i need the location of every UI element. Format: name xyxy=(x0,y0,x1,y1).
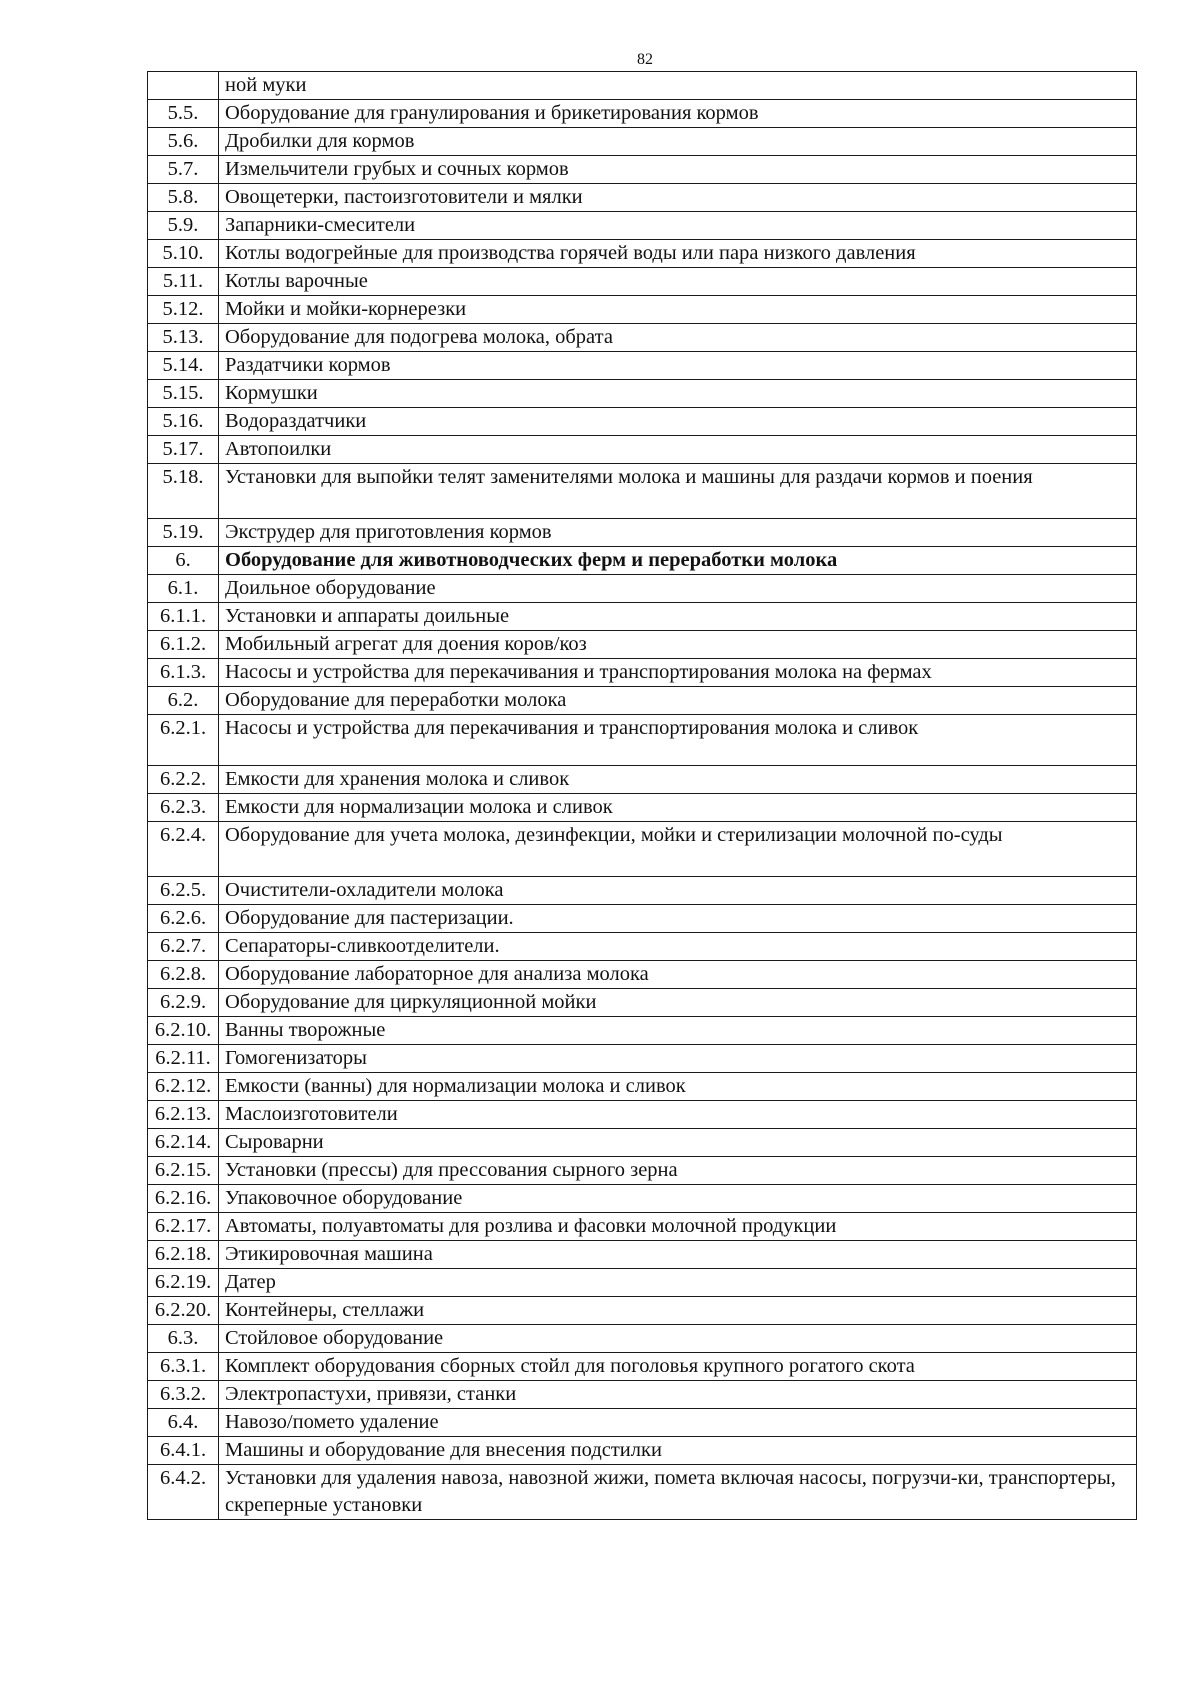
row-number: 5.10. xyxy=(148,240,219,268)
row-text: Установки (прессы) для прессования сырного зерна xyxy=(219,1157,1137,1185)
row-number: 6.2.18. xyxy=(148,1241,219,1269)
row-text: Оборудование для учета молока, дезинфекции, мойки и стерилизации молочной по-суды xyxy=(219,822,1137,877)
table-row xyxy=(148,933,1137,961)
table-row xyxy=(148,603,1137,631)
table-row xyxy=(148,1241,1137,1269)
table-row xyxy=(148,1325,1137,1353)
row-text: Емкости для хранения молока и сливок xyxy=(219,766,1137,794)
table-row xyxy=(148,961,1137,989)
table-row xyxy=(148,989,1137,1017)
row-text: Емкости (ванны) для нормализации молока и сливок xyxy=(219,1073,1137,1101)
row-text: Установки для выпойки телят заменителями молока и машины для раздачи кормов и поения xyxy=(219,464,1137,519)
row-number: 6.2.7. xyxy=(148,933,219,961)
row-number: 6.2.19. xyxy=(148,1269,219,1297)
row-number: 5.16. xyxy=(148,408,219,436)
row-number: 6.2.6. xyxy=(148,905,219,933)
table-row xyxy=(148,766,1137,794)
row-number: 6.2.3. xyxy=(148,794,219,822)
row-number: 6.3. xyxy=(148,1325,219,1353)
row-number: 5.5. xyxy=(148,100,219,128)
row-number: 6.4.2. xyxy=(148,1465,219,1520)
row-text: Маслоизготовители xyxy=(219,1101,1137,1129)
row-text: Емкости для нормализации молока и сливок xyxy=(219,794,1137,822)
row-number: 6.2.15. xyxy=(148,1157,219,1185)
table-row xyxy=(148,464,1137,519)
row-number: 6.2.20. xyxy=(148,1297,219,1325)
row-text: Экструдер для приготовления кормов xyxy=(219,519,1137,547)
row-text: Кормушки xyxy=(219,380,1137,408)
table-row xyxy=(148,1101,1137,1129)
table-row xyxy=(148,1437,1137,1465)
row-text: Водораздатчики xyxy=(219,408,1137,436)
table-row xyxy=(148,715,1137,766)
row-number: 6.2.4. xyxy=(148,822,219,877)
table-row xyxy=(148,324,1137,352)
row-number xyxy=(148,72,219,100)
table-row xyxy=(148,100,1137,128)
row-text: Оборудование для подогрева молока, обрата xyxy=(219,324,1137,352)
table-row xyxy=(148,72,1137,100)
row-text: Мойки и мойки-корнерезки xyxy=(219,296,1137,324)
row-text: Стойловое оборудование xyxy=(219,1325,1137,1353)
row-number: 6.4. xyxy=(148,1409,219,1437)
row-text: Машины и оборудование для внесения подстилки xyxy=(219,1437,1137,1465)
row-text: Датер xyxy=(219,1269,1137,1297)
table-row xyxy=(148,905,1137,933)
row-text: Насосы и устройства для перекачивания и транспортирования молока и сливок xyxy=(219,715,1137,766)
row-number: 5.6. xyxy=(148,128,219,156)
row-number: 6.1.1. xyxy=(148,603,219,631)
table-row xyxy=(148,296,1137,324)
page-number: 82 xyxy=(637,51,653,68)
equipment-table xyxy=(147,71,1137,1520)
row-number: 6.2.17. xyxy=(148,1213,219,1241)
row-number: 6. xyxy=(148,547,219,575)
row-number: 5.14. xyxy=(148,352,219,380)
row-number: 6.2.8. xyxy=(148,961,219,989)
table-row xyxy=(148,822,1137,877)
row-text: Электропастухи, привязи, станки xyxy=(219,1381,1137,1409)
row-text: Оборудование для животноводческих ферм и переработки молока xyxy=(219,547,1137,575)
row-text: Этикировочная машина xyxy=(219,1241,1137,1269)
row-number: 6.2.9. xyxy=(148,989,219,1017)
table-row xyxy=(148,659,1137,687)
row-text: Оборудование для переработки молока xyxy=(219,687,1137,715)
table-row xyxy=(148,519,1137,547)
row-text: Очистители-охладители молока xyxy=(219,877,1137,905)
table-row xyxy=(148,352,1137,380)
table-row xyxy=(148,1297,1137,1325)
row-number: 5.7. xyxy=(148,156,219,184)
row-number: 6.2.14. xyxy=(148,1129,219,1157)
row-number: 6.2.12. xyxy=(148,1073,219,1101)
row-text: Автоматы, полуавтоматы для розлива и фасовки молочной продукции xyxy=(219,1213,1137,1241)
table-row xyxy=(148,575,1137,603)
table-row xyxy=(148,1129,1137,1157)
table-row xyxy=(148,1213,1137,1241)
row-number: 6.2.11. xyxy=(148,1045,219,1073)
row-text: Установки и аппараты доильные xyxy=(219,603,1137,631)
row-text: Гомогенизаторы xyxy=(219,1045,1137,1073)
table-row xyxy=(148,240,1137,268)
row-number: 5.18. xyxy=(148,464,219,519)
row-number: 6.2.10. xyxy=(148,1017,219,1045)
row-text: Насосы и устройства для перекачивания и транспортирования молока на фермах xyxy=(219,659,1137,687)
row-number: 5.11. xyxy=(148,268,219,296)
table-row xyxy=(148,1017,1137,1045)
row-number: 6.1.2. xyxy=(148,631,219,659)
table-row xyxy=(148,1353,1137,1381)
row-text: Мобильный агрегат для доения коров/коз xyxy=(219,631,1137,659)
table-row xyxy=(148,436,1137,464)
table-body xyxy=(148,72,1137,1520)
table-row xyxy=(148,184,1137,212)
row-text: Овощетерки, пастоизготовители и мялки xyxy=(219,184,1137,212)
row-number: 6.3.1. xyxy=(148,1353,219,1381)
row-text: Установки для удаления навоза, навозной жижи, помета включая насосы, погрузчи-ки, транспортеры, скреперные установки xyxy=(219,1465,1137,1520)
table-row xyxy=(148,156,1137,184)
row-text: Ванны творожные xyxy=(219,1017,1137,1045)
row-text: Комплект оборудования сборных стойл для поголовья крупного рогатого скота xyxy=(219,1353,1137,1381)
row-text: Оборудование лабораторное для анализа молока xyxy=(219,961,1137,989)
row-text: Раздатчики кормов xyxy=(219,352,1137,380)
row-text: Дробилки для кормов xyxy=(219,128,1137,156)
table-row xyxy=(148,1073,1137,1101)
row-text: ной муки xyxy=(219,72,1137,100)
row-text: Автопоилки xyxy=(219,436,1137,464)
row-text: Оборудование для пастеризации. xyxy=(219,905,1137,933)
table-row xyxy=(148,408,1137,436)
row-text: Контейнеры, стеллажи xyxy=(219,1297,1137,1325)
row-number: 6.1.3. xyxy=(148,659,219,687)
row-number: 6.2.13. xyxy=(148,1101,219,1129)
row-text: Котлы варочные xyxy=(219,268,1137,296)
row-number: 6.2.5. xyxy=(148,877,219,905)
row-text: Котлы водогрейные для производства горячей воды или пара низкого давления xyxy=(219,240,1137,268)
table-row xyxy=(148,687,1137,715)
table-row xyxy=(148,1465,1137,1520)
table-row xyxy=(148,212,1137,240)
table-row xyxy=(148,268,1137,296)
row-text: Навозо/помето удаление xyxy=(219,1409,1137,1437)
row-number: 5.15. xyxy=(148,380,219,408)
row-text: Оборудование для гранулирования и брикетирования кормов xyxy=(219,100,1137,128)
row-number: 5.8. xyxy=(148,184,219,212)
table-row xyxy=(148,380,1137,408)
row-number: 5.19. xyxy=(148,519,219,547)
row-number: 5.13. xyxy=(148,324,219,352)
table-row xyxy=(148,794,1137,822)
table-row xyxy=(148,631,1137,659)
table-row xyxy=(148,1157,1137,1185)
row-number: 6.4.1. xyxy=(148,1437,219,1465)
row-number: 6.2.16. xyxy=(148,1185,219,1213)
table-row xyxy=(148,1185,1137,1213)
row-number: 5.12. xyxy=(148,296,219,324)
row-text: Доильное оборудование xyxy=(219,575,1137,603)
row-number: 5.9. xyxy=(148,212,219,240)
row-number: 6.1. xyxy=(148,575,219,603)
table-row xyxy=(148,877,1137,905)
row-number: 6.2. xyxy=(148,687,219,715)
row-number: 6.2.2. xyxy=(148,766,219,794)
row-number: 5.17. xyxy=(148,436,219,464)
row-text: Измельчители грубых и сочных кормов xyxy=(219,156,1137,184)
table-row xyxy=(148,1381,1137,1409)
table-row xyxy=(148,547,1137,575)
row-text: Оборудование для циркуляционной мойки xyxy=(219,989,1137,1017)
row-text: Запарники-смесители xyxy=(219,212,1137,240)
table-row xyxy=(148,1409,1137,1437)
row-text: Упаковочное оборудование xyxy=(219,1185,1137,1213)
table-row xyxy=(148,128,1137,156)
row-text: Сепараторы-сливкоотделители. xyxy=(219,933,1137,961)
table-row xyxy=(148,1045,1137,1073)
table-row xyxy=(148,1269,1137,1297)
row-number: 6.3.2. xyxy=(148,1381,219,1409)
row-number: 6.2.1. xyxy=(148,715,219,766)
row-text: Сыроварни xyxy=(219,1129,1137,1157)
